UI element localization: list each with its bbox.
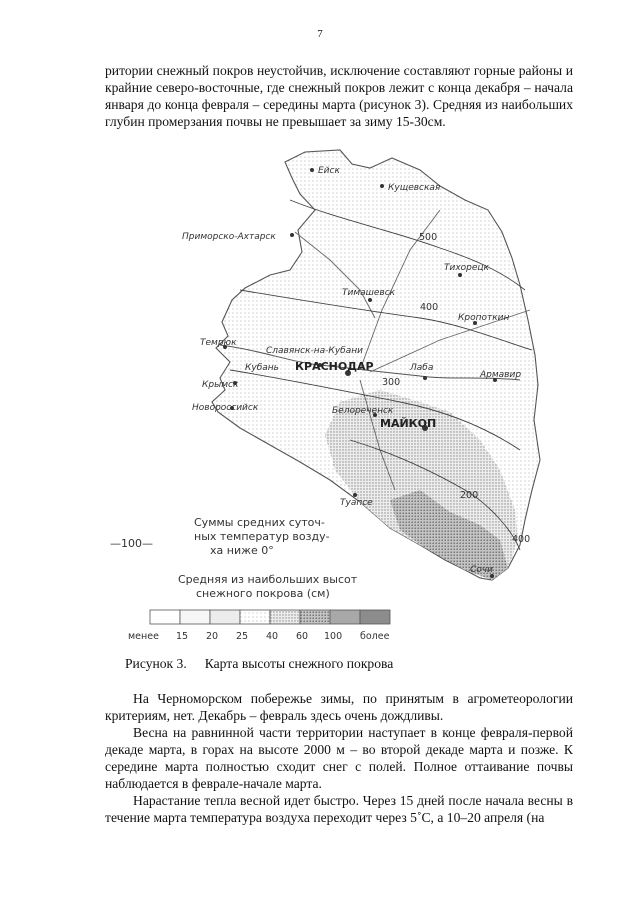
scale-label-3: 25: [236, 631, 249, 642]
city-label-kropotkin: Кропоткин: [458, 313, 510, 323]
legend-snow-title-1: Средняя из наибольших высот: [178, 573, 358, 586]
legend-snow-title-2: снежного покрова (см): [196, 587, 330, 600]
legend-isoline-text-3: ха ниже 0°: [210, 544, 274, 557]
city-label-novorossiysk: Новороссийск: [192, 403, 259, 413]
scale-label-6: 100: [324, 631, 343, 642]
city-label-kushchevskaya: Кущевская: [388, 183, 441, 193]
figure-caption: [125, 656, 393, 672]
scale-label-0: менее: [128, 631, 159, 642]
city-label-armavir: Армавир: [480, 370, 522, 380]
city-label-eysk: Ейск: [318, 166, 340, 176]
page-number: 7: [317, 28, 323, 40]
city-label-tikhoretsk: Тихорецк: [444, 263, 489, 273]
scale-label-5: 60: [296, 631, 309, 642]
paragraph-1: ритории снежный покров неустойчив, исключение составляют горные районы и крайние северо-восточные, где снежный покров лежит с конца декабря – начала января до конца февраля – середины марта (рисунок 3). Средняя из наибольших глубин промерзания почвы не превышает за зиму 15-30см.: [105, 63, 573, 129]
legend-isoline-sample: —100—: [110, 537, 153, 550]
river-label-kuban: Кубань: [245, 363, 279, 373]
paragraph-3: Весна на равнинной части территории наступает в конце февраля-первой декаде марта, в горах на высоте 2000 м – во второй декаде марта и позже. К середине марта полностью сходит снег с полей. Полное оттаивание почвы наблюдается в феврале-начале марта.: [105, 725, 573, 791]
scale-label-1: 15: [176, 631, 189, 642]
city-label-belorechensk: Белореченск: [332, 406, 394, 416]
city-label-maykop: МАЙКОП: [380, 417, 437, 430]
paragraph-2: На Черноморском побережье зимы, по принятым в агрометеорологии критериям, нет. Декабрь – февраль здесь очень дождливы.: [105, 691, 573, 723]
isoline-label-200: 200: [460, 490, 479, 501]
snow-depth-scale: [150, 610, 390, 624]
city-label-timashevsk: Тимашевск: [342, 288, 396, 298]
legend-isoline-text-2: ных температур возду-: [194, 530, 330, 543]
city-label-laba: Лаба: [410, 363, 434, 373]
scale-label-7: более: [360, 631, 390, 642]
paragraph-4: Нарастание тепла весной идет быстро. Через 15 дней после начала весны в течение марта температура воздуха переходит через 5˚С, а 10–20 апреля (на: [105, 793, 573, 825]
snow-cover-map: [110, 140, 580, 650]
figure-caption-title: Карта высоты снежного покрова: [204, 656, 394, 671]
city-label-temryuk: Темрюк: [200, 338, 237, 348]
scale-label-4: 40: [266, 631, 279, 642]
city-label-krymsk: Крымск: [202, 380, 239, 390]
legend-isoline-text-1: Суммы средних суточ-: [194, 516, 325, 529]
scale-label-2: 20: [206, 631, 219, 642]
city-label-krasnodar: КРАСНОДАР: [295, 360, 374, 373]
city-label-sochi: Сочи: [470, 565, 493, 575]
figure-caption-label: Рисунок 3.: [125, 656, 187, 671]
isoline-label-400-south: 400: [512, 534, 531, 545]
isoline-label-500: 500: [419, 232, 438, 243]
city-label-tuapse: Туапсе: [340, 498, 373, 508]
snow-scale-labels: [128, 631, 390, 642]
city-label-slavyansk: Славянск-на-Кубани: [266, 346, 363, 356]
isoline-label-400: 400: [420, 302, 439, 313]
city-label-primorsko-akhtarsk: Приморско-Ахтарск: [182, 232, 276, 242]
isoline-label-300: 300: [382, 377, 401, 388]
